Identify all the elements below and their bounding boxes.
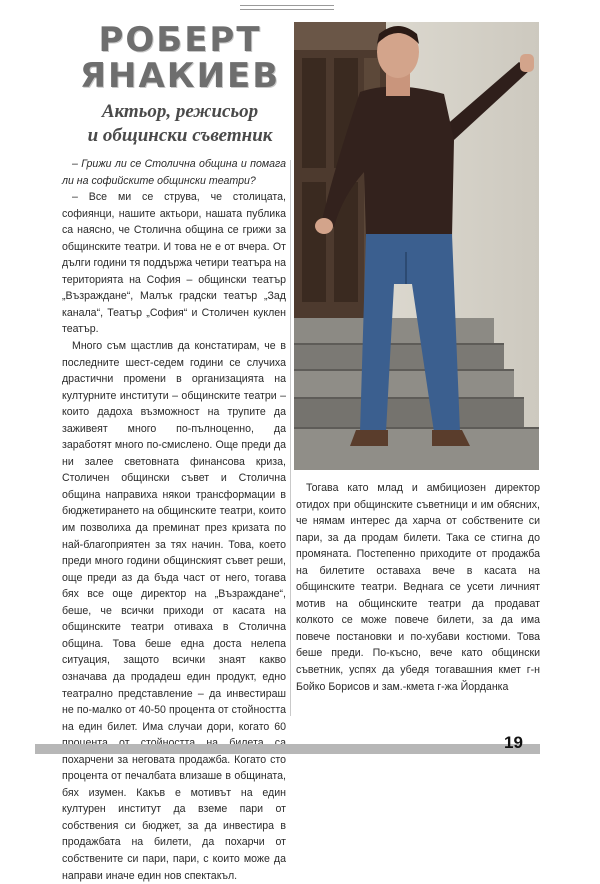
footer-bar: [35, 744, 540, 754]
portrait-illustration: [294, 22, 539, 470]
interview-question: – Грижи ли се Столична община и помага ли на софийските общински театри?: [62, 158, 286, 187]
answer-paragraph: – Все ми се струва, че столицата, софиянци, нашите актьори, нашата публика са наясно, че Столична община се грижи за общинските театри. И това не е от вчера. От дълги години тя поддържа четири театъра на територията на София – общински театър „Възраждане“, Малък градски театър „Зад канала“, Театър „София“ и Столичен куклен театър.: [62, 191, 286, 336]
portrait-photo: [294, 22, 539, 470]
subtitle-line-2: и общински съветник: [87, 125, 273, 146]
title-first-name: РОБЕРТ: [98, 20, 262, 60]
subtitle-line-1: Актьор, режисьор: [101, 101, 259, 122]
article-header: [70, 22, 290, 148]
title-last-name: ЯНАКИЕВ: [79, 56, 281, 96]
top-rule: [240, 5, 334, 6]
page-number: 19: [504, 733, 523, 752]
right-column: [296, 480, 540, 695]
body-paragraph: Много съм щастлив да констатирам, че в последните шест-седем години се случиха драстични промени в организацията на културните институти – общинските театри – които дадоха възможност на трупите да заживеят много по-пълноценно, да заработят много по-смислено. Още преди да ни залее световната финансова криза, Столичен общински съвет и Столична община направиха някои трансформации в бюджетирането на общинските театри, които им позволиха да преминат през кризата по най-благоприятен за тях начин. Това, което преди много години общинският съвет реши, още преди аз да бъда част от него, тогава бях все още директор на „Възраждане“, беше, че всички приходи от касата на общинските театри отиваха в Столична община. Това беше една доста нелепа ситуация, защото всички знаят какво означава да продадеш един продукт, едно театрално представление – да инвестираш не по-малко от 40-50 процента от стойността на един билет. Има случаи дори, когато 60 похарчени за неговата продажба. Когато сто процента от печалбата влизаше в общината, бях изумен. Какъв е мотивът на един културен институт да вземе пари от собствения си бюджет, за да инвестира в продажбата на билети, да похарчи от собствените си пари, пари, с които може да направи иначе един нов спектакъл.: [62, 340, 286, 882]
left-column: [62, 156, 286, 884]
body-paragraph: Тогава като млад и амбициозен директор отидох при общинските съветници и им обясних, че нямам интерес да харча от собствените си пари, за да продам билети. Така се стигна до промяната. Постепенно приходите от продажба на билетите оставаха вече в касата на общинските театри. Веднага се усети личният мотив на общинските театри да продават колкото се може повече билети, за да има повече постановки и по-хубави костюми. Това беше преди. По-късно, вече като общински съветник, успях да убедя тогавашния кмет г-н Бойко Борисов и зам.-кмета г-жа Йорданка: [296, 482, 540, 693]
top-rule: [240, 9, 334, 10]
column-divider: [290, 160, 291, 716]
